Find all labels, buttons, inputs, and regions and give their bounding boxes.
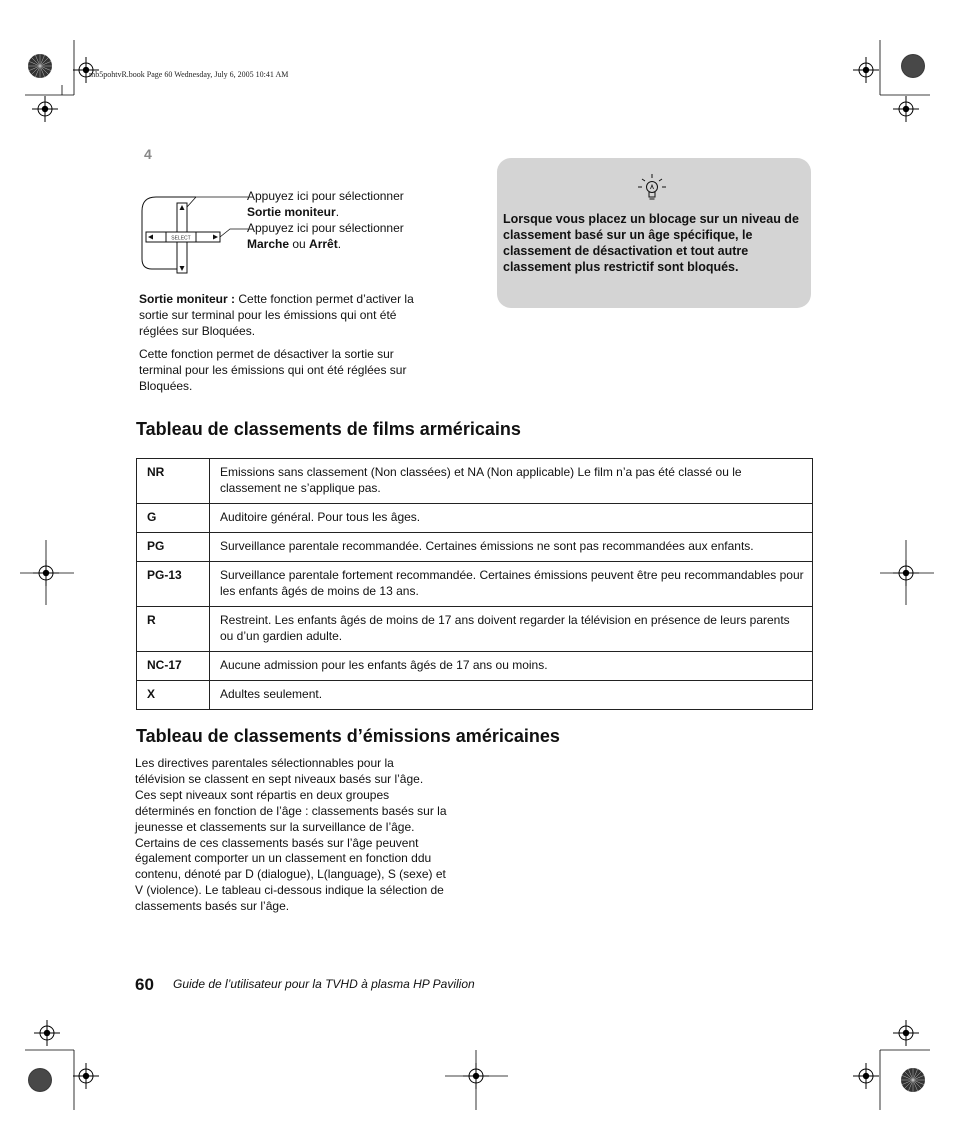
rating-desc: Emissions sans classement (Non classées) et NA (Non applicable) Le film n’a pas été classé ou le classement ne s’applique pas.	[210, 459, 813, 504]
rating-code: G	[137, 504, 210, 533]
page-number: 60	[135, 975, 154, 994]
select-label: SELECT	[171, 235, 191, 242]
callout-marche: Appuyez ici pour sélectionner Marche ou Arrêt.	[247, 221, 404, 251]
table-row	[137, 504, 813, 533]
table-row	[137, 533, 813, 562]
sortie-label: Sortie moniteur :	[139, 292, 236, 306]
films-ratings-table	[136, 458, 813, 710]
rating-desc: Auditoire général. Pour tous les âges.	[210, 504, 813, 533]
callout-sortie: Appuyez ici pour sélectionner Sortie moniteur.	[247, 189, 404, 219]
print-slug: mb5pohtvR.book Page 60 Wednesday, July 6, 2005 10:41 AM	[89, 70, 289, 79]
rating-code: NC-17	[137, 652, 210, 681]
remote-dpad-illustration	[138, 193, 250, 278]
tv-body: Les directives parentales sélectionnables pour la télévision se classent en sept niveaux basés sur l’âge. Ces sept niveaux sont répartis en deux groupes déterminés en fonction de l’âge : classements basés sur la jeunesse et classements sur la surveillance de l’âge. Certains de ces classements basés sur l’âge peuvent également comporter un un classement en fonction ddu contenu, dénoté par D (dialogue), L(language), S (sexe) et V (violence). Le tableau ci-dessous indique la sélection de classements basés sur l’âge.	[135, 756, 447, 914]
sortie-paragraph-2: Cette fonction permet de désactiver la sortie sur terminal pour les émissions qui ont été réglées sur Bloquées.	[139, 347, 407, 393]
rating-code: PG-13	[137, 562, 210, 607]
table-row	[137, 681, 813, 710]
table-row	[137, 652, 813, 681]
rating-desc: Surveillance parentale fortement recommandée. Certaines émissions peuvent être peu recommandables pour les enfants âgés de moins de 13 ans.	[210, 562, 813, 607]
rating-code: NR	[137, 459, 210, 504]
tip-text: Lorsque vous placez un blocage sur un niveau de classement basé sur un âge spécifique, le classement de désactivation et tout autre classement plus restrictif sont bloqués.	[503, 212, 799, 274]
sortie-paragraph: Sortie moniteur : Cette fonction permet d’activer la sortie sur terminal pour les émissions qui ont été réglées sur Bloquées.	[139, 292, 414, 338]
rating-code: PG	[137, 533, 210, 562]
tv-heading: Tableau de classements d’émissions américaines	[136, 726, 560, 746]
table-row	[137, 607, 813, 652]
remote-callouts	[247, 188, 477, 252]
table-row	[137, 562, 813, 607]
rating-desc: Adultes seulement.	[210, 681, 813, 710]
lightbulb-icon	[636, 172, 668, 204]
films-heading: Tableau de classements de films arméricains	[136, 419, 521, 439]
rating-code: X	[137, 681, 210, 710]
footer-title: Guide de l’utilisateur pour la TVHD à plasma HP Pavilion	[173, 977, 475, 991]
rating-code: R	[137, 607, 210, 652]
table-row	[137, 459, 813, 504]
rating-desc: Restreint. Les enfants âgés de moins de 17 ans doivent regarder la télévision en présence de leurs parents ou d’un gardien adulte.	[210, 607, 813, 652]
rating-desc: Surveillance parentale recommandée. Certaines émissions ne sont pas recommandées aux enfants.	[210, 533, 813, 562]
rating-desc: Aucune admission pour les enfants âgés de 17 ans ou moins.	[210, 652, 813, 681]
step-number: 4	[144, 146, 152, 162]
